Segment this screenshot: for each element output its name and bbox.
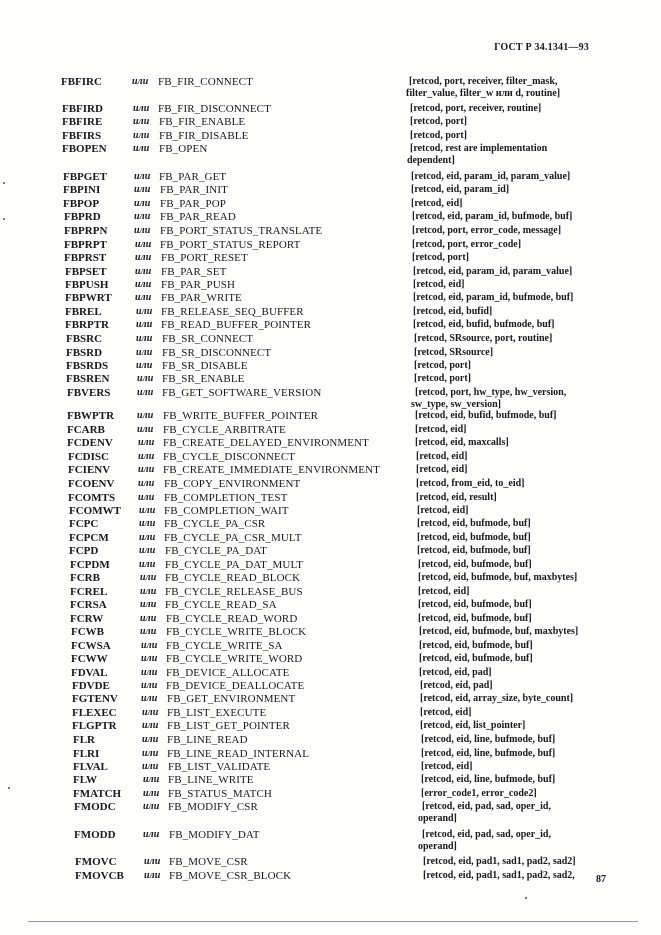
- macro-name: FCPDM: [70, 559, 110, 571]
- or-label: или: [143, 788, 160, 799]
- macro-name: FCPCM: [69, 532, 109, 544]
- function-name: FB_MODIFY_DAT: [169, 829, 260, 841]
- or-label: или: [140, 626, 157, 637]
- macro-name: FBRPTR: [65, 319, 109, 331]
- or-label: или: [138, 451, 155, 462]
- parameter-list: [retcod, port]: [414, 360, 472, 371]
- macro-name: FCOMWT: [69, 505, 121, 517]
- macro-name: FCRW: [70, 613, 104, 625]
- function-name: FB_STATUS_MATCH: [168, 788, 272, 800]
- parameter-list: [retcod, eid, maxcalls]: [415, 437, 509, 448]
- parameter-list: [retcod, eid, pad1, sad1, pad2, sad2,: [423, 870, 575, 881]
- macro-name: FBOPEN: [62, 143, 107, 155]
- function-name: FB_FIR_CONNECT: [158, 76, 253, 88]
- macro-name: FBPUSH: [65, 279, 109, 291]
- function-name: FB_CYCLE_ARBITRATE: [163, 424, 286, 436]
- macro-name: FBWPTR: [67, 410, 115, 422]
- macro-name: FBPWRT: [65, 292, 112, 304]
- or-label: или: [142, 720, 159, 731]
- table-row: [0, 319, 661, 333]
- parameter-list: [retcod, eid, param_id, param_value]: [413, 266, 573, 277]
- parameter-list-continuation: operand]: [418, 813, 457, 824]
- parameter-list: [retcod, eid, bufid, bufmode, buf]: [413, 319, 555, 330]
- table-row: [0, 292, 661, 306]
- function-name: FB_CREATE_DELAYED_ENVIRONMENT: [163, 437, 369, 449]
- scan-mark: [525, 897, 527, 899]
- table-row: [0, 518, 661, 532]
- or-label: или: [139, 518, 156, 529]
- macro-name: FCIENV: [68, 464, 111, 476]
- or-label: или: [142, 761, 159, 772]
- table-row: [0, 198, 661, 212]
- scan-mark: [8, 787, 10, 789]
- parameter-list: [error_code1, error_code2]: [421, 788, 537, 799]
- macro-name: FBPRST: [64, 252, 107, 264]
- or-label: или: [140, 613, 157, 624]
- table-row: [0, 306, 661, 320]
- parameter-list: [retcod, eid, param_id, param_value]: [411, 171, 571, 182]
- macro-name: FLR: [73, 734, 95, 746]
- parameter-list: [retcod, eid, bufmode, buf, maxbytes]: [418, 572, 578, 583]
- or-label: или: [136, 319, 153, 330]
- footer-rule: [28, 921, 638, 922]
- or-label: или: [140, 586, 157, 597]
- table-row: [0, 613, 661, 627]
- macro-name: FBSRD: [66, 347, 103, 359]
- or-label: или: [136, 333, 153, 344]
- macro-name: FBFIRD: [62, 103, 103, 115]
- table-row: [0, 667, 661, 681]
- table-row: [0, 184, 661, 198]
- or-label: или: [137, 410, 154, 421]
- table-row: [0, 387, 661, 401]
- parameter-list: [retcod, from_eid, to_eid]: [416, 478, 525, 489]
- or-label: или: [133, 143, 150, 154]
- parameter-list: [retcod, eid, bufmode, buf, maxbytes]: [419, 626, 579, 637]
- function-name: FB_CYCLE_READ_WORD: [166, 613, 298, 625]
- macro-name: FLEXEC: [72, 707, 117, 719]
- function-name: FB_MOVE_CSR: [169, 856, 248, 868]
- function-name: FB_CREATE_IMMEDIATE_ENVIRONMENT: [163, 464, 380, 476]
- function-name: FB_CYCLE_WRITE_SA: [166, 640, 283, 652]
- parameter-list: [retcod, eid, pad]: [419, 667, 492, 678]
- parameter-list: [retcod, eid, bufmode, buf]: [418, 599, 532, 610]
- or-label: или: [138, 464, 155, 475]
- function-name: FB_COMPLETION_TEST: [164, 492, 288, 504]
- function-name: FB_SR_DISABLE: [162, 360, 248, 372]
- or-label: или: [135, 252, 152, 263]
- parameter-list: [retcod, eid, bufmode, buf]: [417, 532, 531, 543]
- or-label: или: [139, 532, 156, 543]
- macro-name: FMOVC: [75, 856, 117, 868]
- or-label: или: [138, 492, 155, 503]
- parameter-list: [retcod, eid]: [418, 586, 470, 597]
- function-name: FB_CYCLE_READ_BLOCK: [165, 572, 301, 584]
- parameter-list: [retcod, eid, bufmode, buf]: [418, 613, 532, 624]
- table-row: [0, 211, 661, 225]
- table-row: [0, 360, 661, 374]
- macro-name: FBPRPN: [64, 225, 108, 237]
- function-name: FB_LIST_GET_POINTER: [167, 720, 290, 732]
- macro-name: FLGPTR: [72, 720, 117, 732]
- parameter-list: [retcod, eid, bufmode, buf]: [419, 640, 533, 651]
- table-row: [0, 116, 661, 130]
- or-label: или: [138, 437, 155, 448]
- or-label: или: [137, 373, 154, 384]
- scan-mark: [3, 218, 5, 220]
- macro-name: FBFIRS: [62, 130, 102, 142]
- parameter-list-continuation: operand]: [418, 841, 457, 852]
- or-label: или: [141, 680, 158, 691]
- parameter-list: [retcod, eid]: [416, 464, 468, 475]
- table-row: [0, 856, 661, 870]
- macro-name: FBREL: [65, 306, 102, 318]
- table-row: [0, 76, 661, 90]
- macro-name: FCWSA: [71, 640, 111, 652]
- table-row: [0, 707, 661, 721]
- or-label: или: [140, 599, 157, 610]
- parameter-list: [retcod, rest are implementation: [410, 143, 548, 154]
- function-name: FB_LINE_READ_INTERNAL: [167, 748, 310, 760]
- function-name: FB_GET_ENVIRONMENT: [167, 693, 296, 705]
- parameter-list: [retcod, eid, pad, sad, oper_id,: [422, 801, 551, 812]
- parameter-list-continuation: sw_type, sw_version]: [411, 399, 501, 410]
- or-label: или: [136, 306, 153, 317]
- table-row: [0, 801, 661, 815]
- or-label: или: [135, 266, 152, 277]
- parameter-list: [retcod, eid, pad1, sad1, pad2, sad2]: [423, 856, 576, 867]
- function-name: FB_RELEASE_SEQ_BUFFER: [161, 306, 304, 318]
- macro-name: FBPOP: [63, 198, 100, 210]
- parameter-list: [retcod, eid]: [417, 505, 469, 516]
- or-label: или: [142, 707, 159, 718]
- table-row: [0, 373, 661, 387]
- table-row: [0, 464, 661, 478]
- macro-name: FMOVCB: [75, 870, 124, 882]
- or-label: или: [133, 130, 150, 141]
- or-label: или: [135, 239, 152, 250]
- macro-name: FBPSET: [65, 266, 107, 278]
- function-name: FB_SR_ENABLE: [162, 373, 245, 385]
- table-row: [0, 829, 661, 843]
- macro-name: FBPINI: [63, 184, 101, 196]
- or-label: или: [140, 572, 157, 583]
- or-label: или: [143, 801, 160, 812]
- or-label: или: [141, 693, 158, 704]
- parameter-list: [retcod, port]: [410, 116, 468, 127]
- macro-name: FCARB: [67, 424, 105, 436]
- parameter-list: [retcod, port]: [414, 373, 472, 384]
- table-row: [0, 626, 661, 640]
- macro-name: FBVERS: [67, 387, 111, 399]
- function-name: FB_MOVE_CSR_BLOCK: [169, 870, 292, 882]
- table-row: [0, 103, 661, 117]
- or-label: или: [134, 198, 151, 209]
- or-label: или: [133, 103, 150, 114]
- table-row: [0, 640, 661, 654]
- macro-name: FCWW: [71, 653, 108, 665]
- function-name: FB_CYCLE_WRITE_BLOCK: [166, 626, 307, 638]
- macro-name: FCREL: [70, 586, 108, 598]
- parameter-list: [retcod, port, receiver, routine]: [410, 103, 542, 114]
- table-row: [0, 680, 661, 694]
- or-label: или: [134, 211, 151, 222]
- or-label: или: [141, 667, 158, 678]
- macro-name: FLRI: [73, 748, 100, 760]
- macro-name: FBSRC: [66, 333, 103, 345]
- function-name: FB_GET_SOFTWARE_VERSION: [162, 387, 322, 399]
- macro-name: FCOMTS: [68, 492, 116, 504]
- macro-name: FDVAL: [71, 667, 108, 679]
- function-name: FB_MODIFY_CSR: [168, 801, 258, 813]
- function-name: FB_CYCLE_PA_DAT: [165, 545, 267, 557]
- function-name: FB_PAR_READ: [160, 211, 236, 223]
- function-name: FB_READ_BUFFER_POINTER: [161, 319, 312, 331]
- macro-name: FBPGET: [63, 171, 108, 183]
- parameter-list: [retcod, eid]: [420, 707, 472, 718]
- parameter-list: [retcod, eid, list_pointer]: [420, 720, 526, 731]
- parameter-list: [retcod, eid]: [411, 198, 463, 209]
- macro-name: FBPRPT: [64, 239, 107, 251]
- macro-name: FMODD: [74, 829, 116, 841]
- parameter-list: [retcod, port]: [412, 252, 470, 263]
- or-label: или: [137, 387, 154, 398]
- or-label: или: [132, 76, 149, 87]
- function-name: FB_COPY_ENVIRONMENT: [164, 478, 301, 490]
- function-name: FB_PAR_GET: [159, 171, 227, 183]
- parameter-list-continuation: dependent]: [407, 155, 455, 166]
- parameter-list: [retcod, port]: [410, 130, 468, 141]
- parameter-list: [retcod, port, error_code, message]: [412, 225, 562, 236]
- function-name: FB_CYCLE_WRITE_WORD: [166, 653, 303, 665]
- table-row: [0, 761, 661, 775]
- function-name: FB_CYCLE_PA_CSR_MULT: [164, 532, 302, 544]
- page-number: 87: [596, 874, 606, 885]
- parameter-list: [retcod, eid, param_id, bufmode, buf]: [413, 292, 574, 303]
- function-name: FB_PORT_STATUS_REPORT: [160, 239, 301, 251]
- or-label: или: [133, 116, 150, 127]
- function-name: FB_CYCLE_PA_DAT_MULT: [165, 559, 304, 571]
- function-name: FB_PAR_INIT: [160, 184, 228, 196]
- macro-name: FCDISC: [68, 451, 109, 463]
- macro-name: FCWB: [71, 626, 104, 638]
- function-name: FB_PAR_WRITE: [161, 292, 242, 304]
- function-name: FB_OPEN: [159, 143, 208, 155]
- table-row: [0, 279, 661, 293]
- function-name: FB_LIST_EXECUTE: [167, 707, 267, 719]
- function-name: FB_CYCLE_READ_SA: [165, 599, 277, 611]
- parameter-list: [retcod, eid, bufmode, buf]: [417, 545, 531, 556]
- or-label: или: [135, 279, 152, 290]
- or-label: или: [138, 478, 155, 489]
- parameter-list: [retcod, eid, line, bufmode, buf]: [421, 748, 556, 759]
- table-row: [0, 347, 661, 361]
- parameter-list: [retcod, eid]: [415, 424, 467, 435]
- parameter-list: [retcod, eid, bufmode, buf]: [417, 518, 531, 529]
- function-name: FB_PAR_PUSH: [161, 279, 236, 291]
- function-name: FB_FIR_DISABLE: [159, 130, 249, 142]
- function-name: FB_PAR_SET: [161, 266, 227, 278]
- parameter-list: [retcod, eid, result]: [416, 492, 497, 503]
- macro-name: FCPC: [69, 518, 99, 530]
- table-row: [0, 143, 661, 157]
- parameter-list: [retcod, eid, array_size, byte_count]: [420, 693, 574, 704]
- parameter-list-continuation: filter_value, filter_w или d, routine]: [406, 88, 561, 99]
- parameter-list: [retcod, eid]: [413, 279, 465, 290]
- or-label: или: [141, 640, 158, 651]
- or-label: или: [135, 292, 152, 303]
- function-name: FB_LIST_VALIDATE: [168, 761, 271, 773]
- or-label: или: [142, 748, 159, 759]
- or-label: или: [134, 171, 151, 182]
- function-name: FB_DEVICE_DEALLOCATE: [166, 680, 305, 692]
- parameter-list: [retcod, port, receiver, filter_mask,: [409, 76, 558, 87]
- parameter-list: [retcod, eid, bufid]: [413, 306, 493, 317]
- table-row: [0, 532, 661, 546]
- function-name: FB_DEVICE_ALLOCATE: [166, 667, 290, 679]
- or-label: или: [143, 829, 160, 840]
- table-row: [0, 545, 661, 559]
- function-name: FB_FIR_ENABLE: [159, 116, 246, 128]
- macro-name: FBFIRC: [61, 76, 102, 88]
- macro-name: FLW: [73, 774, 98, 786]
- table-row: [0, 653, 661, 667]
- table-row: [0, 239, 661, 253]
- parameter-list: [retcod, eid, bufmode, buf]: [418, 559, 532, 570]
- macro-name: FCRSA: [70, 599, 107, 611]
- function-name: FB_CYCLE_RELEASE_BUS: [165, 586, 303, 598]
- table-row: [0, 693, 661, 707]
- function-name: FB_LINE_READ: [167, 734, 248, 746]
- macro-name: FDVDE: [72, 680, 110, 692]
- parameter-list: [retcod, eid, pad]: [420, 680, 493, 691]
- parameter-list: [retcod, port, hw_type, hw_version,: [415, 387, 567, 398]
- parameter-list: [retcod, eid, line, bufmode, buf]: [421, 774, 556, 785]
- or-label: или: [141, 653, 158, 664]
- macro-name: FLVAL: [73, 761, 108, 773]
- or-label: или: [139, 559, 156, 570]
- or-label: или: [144, 870, 161, 881]
- function-name: FB_PAR_POP: [160, 198, 227, 210]
- function-name: FB_SR_DISCONNECT: [162, 347, 272, 359]
- macro-name: FCPD: [69, 545, 99, 557]
- table-row: [0, 586, 661, 600]
- function-name: FB_FIR_DISCONNECT: [158, 103, 271, 115]
- parameter-list: [retcod, eid, pad, sad, oper_id,: [422, 829, 551, 840]
- or-label: или: [134, 184, 151, 195]
- parameter-list: [retcod, eid, param_id]: [411, 184, 510, 195]
- parameter-list: [retcod, eid, line, bufmode, buf]: [421, 734, 556, 745]
- table-row: [0, 720, 661, 734]
- table-row: [0, 130, 661, 144]
- function-name: FB_COMPLETION_WAIT: [164, 505, 289, 517]
- table-row: [0, 333, 661, 347]
- or-label: или: [137, 424, 154, 435]
- macro-name: FGTENV: [72, 693, 118, 705]
- table-row: [0, 171, 661, 185]
- macro-name: FCDENV: [67, 437, 113, 449]
- parameter-list: [retcod, eid, bufid, bufmode, buf]: [415, 410, 557, 421]
- function-name: FB_LINE_WRITE: [168, 774, 254, 786]
- macro-name: FBPRD: [64, 211, 101, 223]
- or-label: или: [134, 225, 151, 236]
- macro-name: FBFIRE: [62, 116, 103, 128]
- function-name: FB_PORT_STATUS_TRANSLATE: [160, 225, 323, 237]
- table-row: [0, 774, 661, 788]
- function-name: FB_WRITE_BUFFER_POINTER: [163, 410, 319, 422]
- or-label: или: [136, 360, 153, 371]
- macro-name: FCOENV: [68, 478, 115, 490]
- function-name: FB_PORT_RESET: [161, 252, 248, 264]
- macro-name: FBSRDS: [66, 360, 109, 372]
- table-row: [0, 505, 661, 519]
- table-row: [0, 572, 661, 586]
- table-row: [0, 748, 661, 762]
- table-row: [0, 734, 661, 748]
- or-label: или: [144, 856, 161, 867]
- macro-name: FBSREN: [66, 373, 110, 385]
- or-label: или: [139, 505, 156, 516]
- table-row: [0, 788, 661, 802]
- table-row: [0, 437, 661, 451]
- parameter-list: [retcod, eid, bufmode, buf]: [419, 653, 533, 664]
- parameter-list: [retcod, SRsource]: [414, 347, 494, 358]
- function-name: FB_CYCLE_DISCONNECT: [163, 451, 296, 463]
- macro-name: FMATCH: [73, 788, 122, 800]
- table-row: [0, 559, 661, 573]
- scan-mark: [3, 182, 5, 184]
- table-row: [0, 424, 661, 438]
- table-row: [0, 870, 661, 884]
- table-row: [0, 451, 661, 465]
- function-name: FB_SR_CONNECT: [162, 333, 254, 345]
- parameter-list: [retcod, eid, param_id, bufmode, buf]: [412, 211, 573, 222]
- parameter-list: [retcod, eid]: [421, 761, 473, 772]
- table-row: [0, 266, 661, 280]
- macro-name: FCRB: [70, 572, 100, 584]
- document-header: ГОСТ Р 34.1341—93: [494, 42, 589, 53]
- or-label: или: [136, 347, 153, 358]
- table-row: [0, 410, 661, 424]
- table-row: [0, 478, 661, 492]
- or-label: или: [143, 774, 160, 785]
- table-row: [0, 252, 661, 266]
- parameter-list: [retcod, port, error_code]: [412, 239, 522, 250]
- or-label: или: [142, 734, 159, 745]
- table-row: [0, 492, 661, 506]
- or-label: или: [139, 545, 156, 556]
- table-row: [0, 225, 661, 239]
- table-row: [0, 599, 661, 613]
- parameter-list: [retcod, eid]: [416, 451, 468, 462]
- function-name: FB_CYCLE_PA_CSR: [164, 518, 266, 530]
- macro-name: FMODC: [74, 801, 116, 813]
- parameter-list: [retcod, SRsource, port, routine]: [414, 333, 553, 344]
